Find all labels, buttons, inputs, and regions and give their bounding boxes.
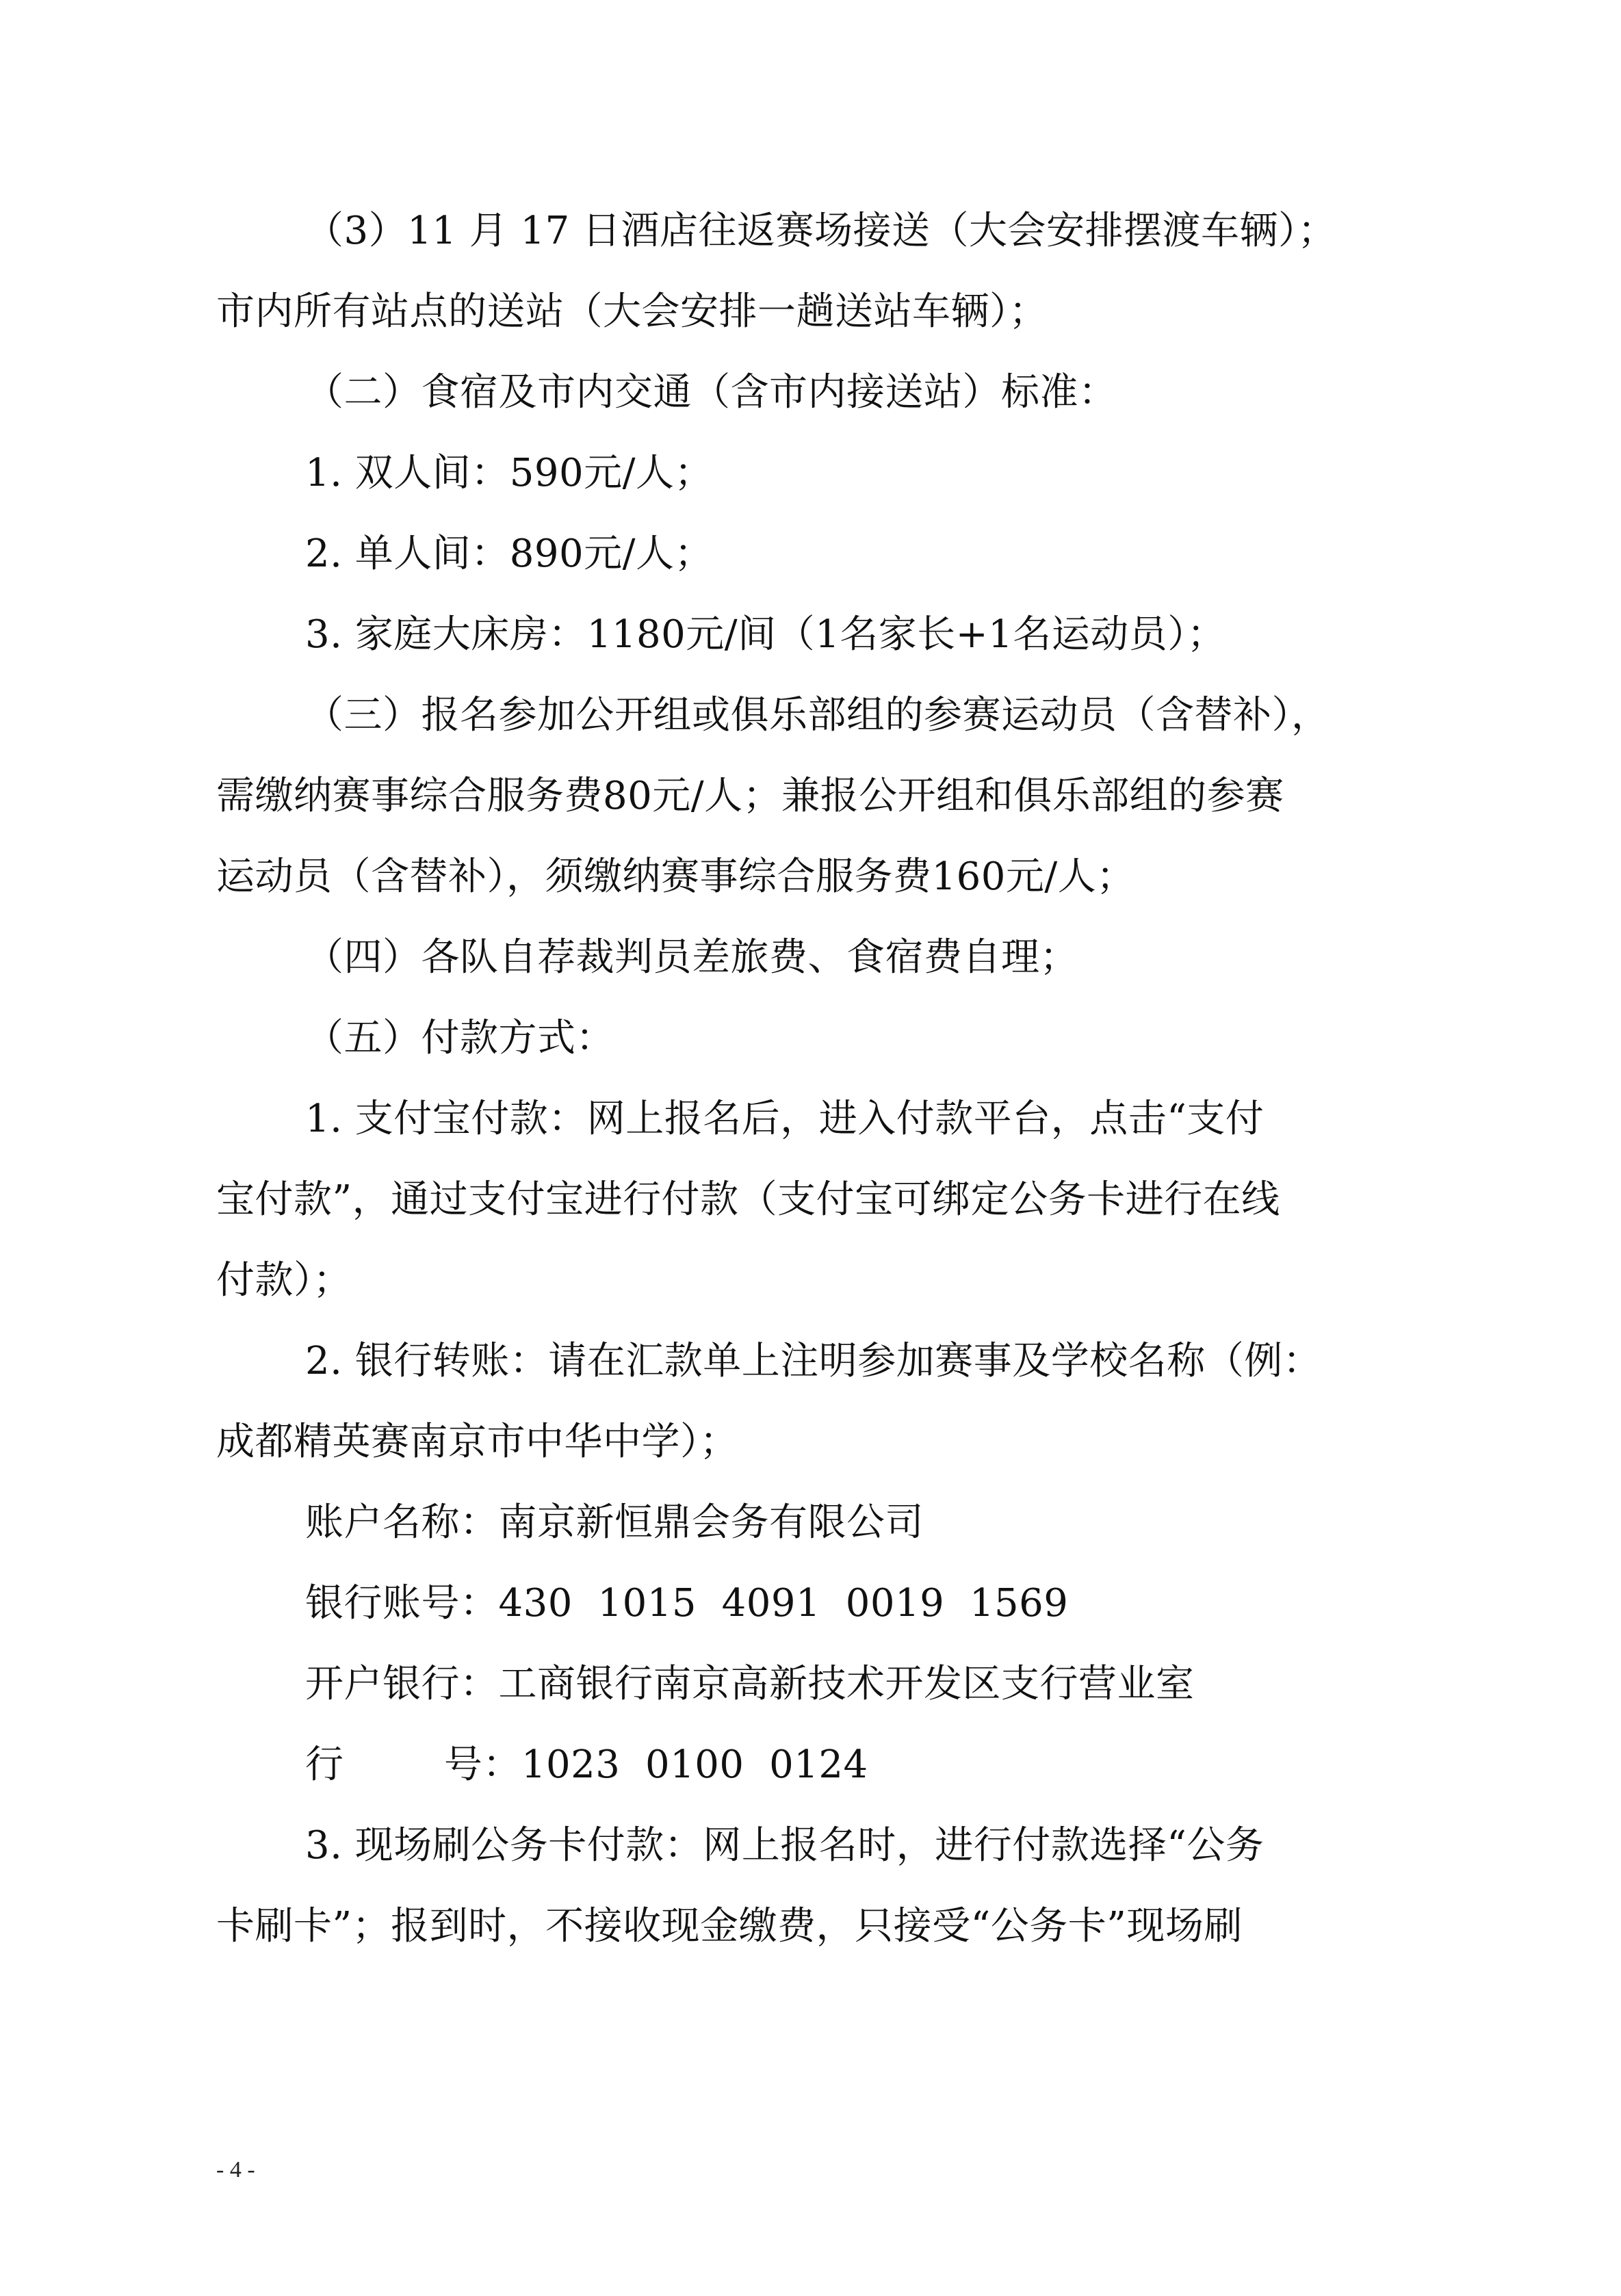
text-line: （五）付款方式：: [305, 1016, 614, 1060]
text-line: 3. 现场刷公务卡付款：网上报名时，进行付款选择“公务: [305, 1823, 1265, 1868]
text-line: 1. 双人间：590元/人；: [305, 451, 713, 495]
text-line: 卡刷卡”；报到时，不接收现金缴费，只接受“公务卡”现场刷: [216, 1904, 1243, 1948]
account-number-line: 银行账号：430 1015 4091 0019 1569: [305, 1581, 1069, 1626]
text-line: （3）11 月 17 日酒店往返赛场接送（大会安排摆渡车辆）；: [305, 209, 1337, 253]
bank-code-line: 行 号：1023 0100 0124: [305, 1743, 868, 1787]
text-line: （三）报名参加公开组或俱乐部组的参赛运动员（含替补），: [305, 693, 1330, 738]
text-line: 宝付款”，通过支付宝进行付款（支付宝可绑定公务卡进行在线: [216, 1177, 1280, 1222]
text-line: 需缴纳赛事综合服务费80元/人；兼报公开组和俱乐部组的参赛: [216, 774, 1284, 818]
text-line: 2. 银行转账：请在汇款单上注明参加赛事及学校名称（例：: [305, 1339, 1322, 1383]
bank-name-line: 开户银行：工商银行南京高新技术开发区支行营业室: [305, 1662, 1195, 1706]
text-line: 3. 家庭大床房：1180元/间（1名家长+1名运动员）；: [305, 612, 1226, 657]
text-line: 付款）；: [216, 1258, 352, 1303]
text-line: 市内所有站点的送站（大会安排一趟送站车辆）；: [216, 289, 1048, 334]
text-line: 成都精英赛南京市中华中学）；: [216, 1420, 738, 1464]
page-number: - 4 -: [216, 2157, 255, 2182]
text-line: 运动员（含替补），须缴纳赛事综合服务费160元/人；: [216, 855, 1135, 899]
text-line: 2. 单人间：890元/人；: [305, 532, 713, 576]
account-name-line: 账户名称：南京新恒鼎会务有限公司: [305, 1500, 924, 1545]
text-line: （二）食宿及市内交通（含市内接送站）标准：: [305, 370, 1117, 415]
text-line: （四）各队自荐裁判员差旅费、食宿费自理；: [305, 935, 1078, 980]
text-line: 1. 支付宝付款：网上报名后，进入付款平台，点击“支付: [305, 1097, 1265, 1141]
